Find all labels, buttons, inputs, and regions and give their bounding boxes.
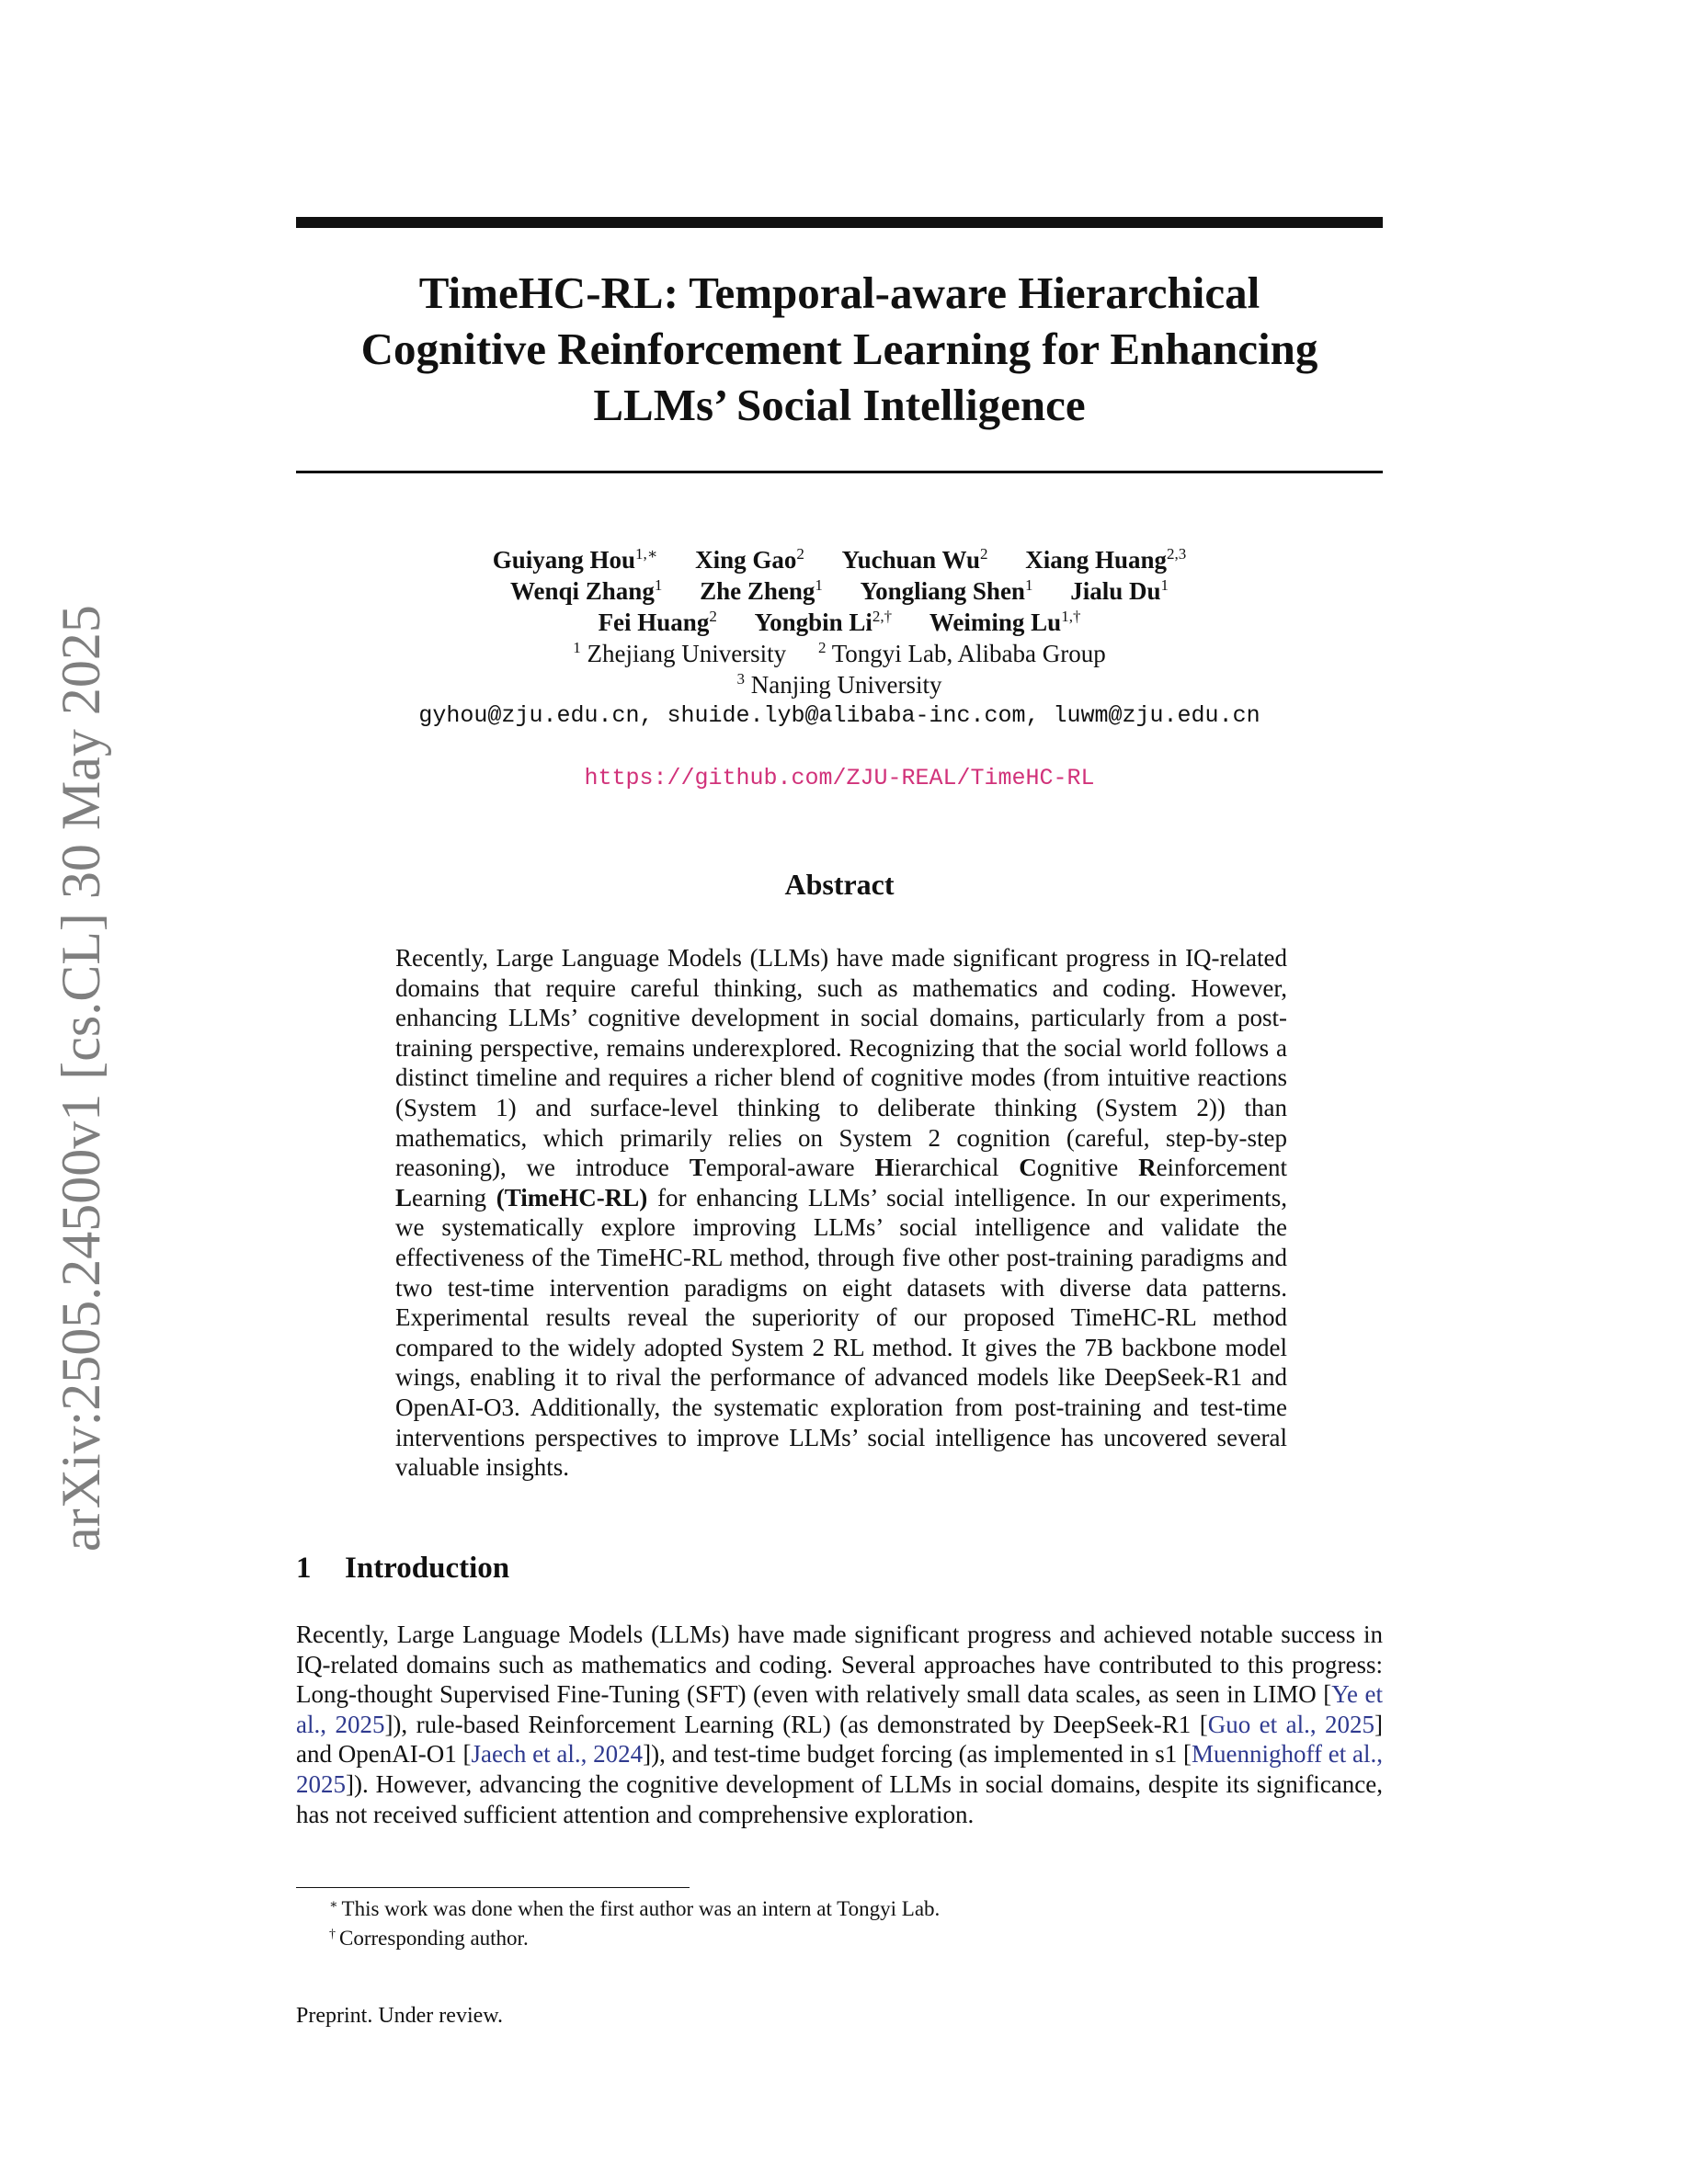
citation-link[interactable]: Guo et al., 2025	[1207, 1710, 1375, 1738]
affiliation-line	[296, 638, 1383, 669]
affiliation: $^3$ Nanjing University	[736, 670, 942, 699]
arxiv-identifier: arXiv:2505.24500v1 [cs.CL] 30 May 2025	[51, 605, 111, 1552]
author: Zhe Zheng$^1$	[700, 576, 823, 605]
author-line	[296, 607, 1383, 638]
author: Weiming $Lu^{1,\dagger}$	[929, 608, 1081, 636]
affiliation-line	[296, 669, 1383, 700]
citation-link[interactable]: Ye et al., 2025	[296, 1680, 1383, 1738]
footnote: † Corresponding author.	[329, 1927, 529, 1950]
author-emails: gyhou@zju.edu.cn, shuide.lyb@alibaba-inc.com, luwm@zju.edu.cn	[418, 702, 1260, 729]
footnotes	[329, 1894, 940, 1953]
title-line: LLMs’ Social Intelligence	[593, 380, 1086, 430]
github-link[interactable]: https://github.com/ZJU-REAL/TimeHC-RL	[584, 765, 1095, 791]
affiliation: $^2$ Tongyi Lab, Alibaba Group	[817, 639, 1106, 667]
author: Guiyang Hou$^{1,∗}$	[492, 545, 658, 574]
author: Yongliang Shen$^1$	[860, 576, 1033, 605]
method-acronym: (TimeHC-RL)	[496, 1183, 648, 1211]
title-line: Cognitive Reinforcement Learning for Enhancing	[360, 324, 1318, 374]
abstract-heading: Abstract	[784, 868, 895, 901]
title-top-rule	[296, 217, 1383, 228]
citation-link[interactable]: Jaech et al., 2024	[471, 1740, 644, 1769]
author: Xing Gao$^2$	[695, 545, 804, 574]
title-line: TimeHC-RL: Temporal-aware Hierarchical	[418, 267, 1260, 318]
introduction-text: Recently, Large Language Models (LLMs) have made significant progress and achieved notable success in IQ-related domains such as mathematics and coding. Several approaches have contributed to this progress: Long-thought Supervised Fine-Tuning (SFT) (even with relatively small data scales, as seen in LIMO [Ye et al., 2025]), rule-based Reinforcement Learning (RL) (as demonstrated by DeepSeek-R1 [Guo et al., 2025] and OpenAI-O1 [Jaech et al., 2024]), and test-time budget forcing (as implemented in s1 [Muennighoff et al., 2025]). However, advancing the cognitive development of LLMs in social domains, despite its significance, has not received sufficient attention and comprehensive exploration.	[296, 1621, 1384, 1828]
author: Fei Huang$^2$	[598, 608, 717, 636]
footnote-rule	[296, 1887, 690, 1888]
title-bottom-rule	[296, 471, 1383, 473]
author: Yongbin $Li^{2,\dagger}$	[754, 608, 893, 636]
footnote: ∗ This work was done when the first author was an intern at Tongyi Lab.	[329, 1897, 941, 1920]
section-heading-introduction: 1 Introduction	[296, 1552, 510, 1585]
author: Wenqi Zhang$^1$	[510, 576, 663, 605]
preprint-note: Preprint. Under review.	[296, 2004, 504, 2028]
citation-link[interactable]: Muennighoff et al., 2025	[296, 1740, 1383, 1798]
affiliation: $^1$ Zhejiang University	[573, 639, 787, 667]
author: Jialu Du$^1$	[1070, 576, 1169, 605]
author-line	[296, 575, 1383, 607]
author: Xiang Huang$^{2,3}$	[1025, 545, 1187, 574]
paper-title	[296, 265, 1383, 433]
abstract-text: Recently, Large Language Models (LLMs) have made significant progress in IQ-related domains that require careful thinking, such as mathematics and coding. However, enhancing LLMs’ cognitive development in social domains, particularly from a post-training perspective, remains underexplored. Recognizing that the social world follows a distinct timeline and requires a richer blend of cognitive modes (from intuitive reactions (System 1) and surface-level thinking to deliberate thinking (System 2)) than mathematics, which primarily relies on System 2 cognition (careful, step-by-step reasoning), we introduce Temporal-aware Hierarchical Cognitive Reinforcement Learning (TimeHC-RL) for enhancing LLMs’ social intelligence. In our experiments, we systematically explore improving LLMs’ social intelligence and validate the effectiveness of the TimeHC-RL method, through five other post-training paradigms and two test-time intervention paradigms on eight datasets with diverse data patterns. Experimental results reveal the superiority of our proposed TimeHC-RL method compared to the widely adopted System 2 RL method. It gives the 7B backbone model wings, enabling it to rival the performance of advanced models like DeepSeek-R1 and OpenAI-O3. Additionally, the systematic exploration from post-training and test-time interventions perspectives to improve LLMs’ social intelligence has uncovered several valuable insights.	[395, 944, 1287, 1482]
author-line	[296, 544, 1383, 575]
author: Yuchuan Wu$^2$	[841, 545, 988, 574]
github-line	[296, 765, 1383, 791]
author-block	[296, 544, 1383, 732]
